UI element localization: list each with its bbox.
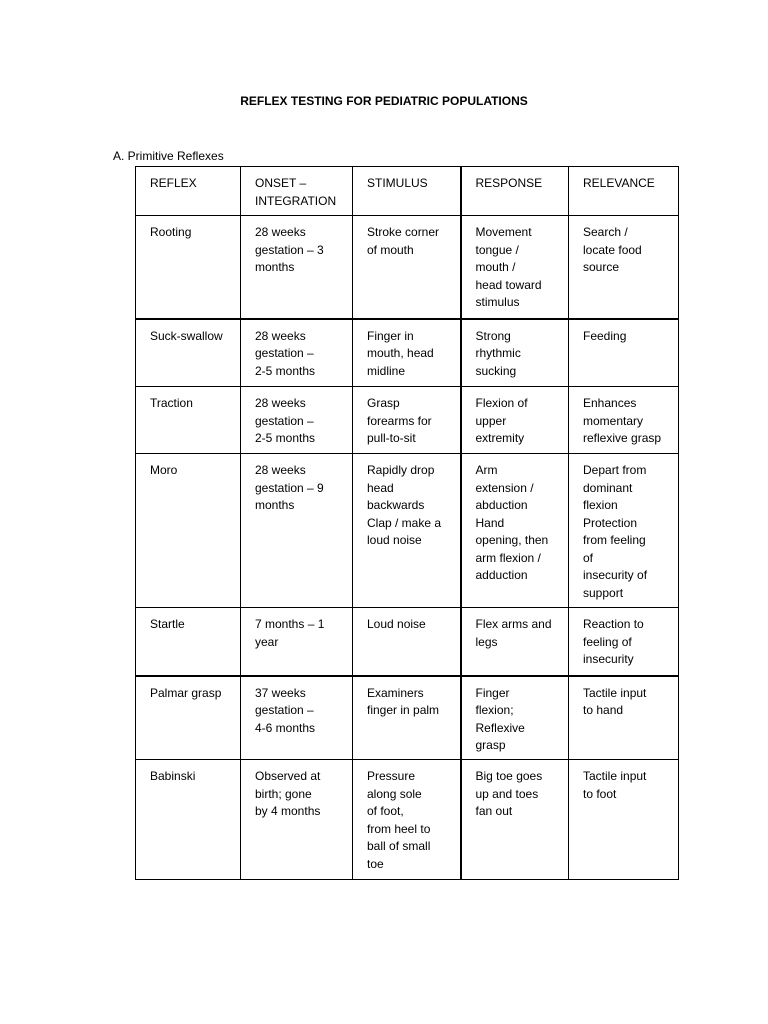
table-cell: Pressure along sole of foot, from heel to ball of small toe xyxy=(353,760,461,880)
table-cell: Feeding xyxy=(569,319,679,387)
header-cell: ONSET – INTEGRATION xyxy=(241,167,353,216)
table-cell: Big toe goes up and toes fan out xyxy=(461,760,569,880)
table-row xyxy=(136,319,679,387)
header-cell: REFLEX xyxy=(136,167,241,216)
table-cell: Stroke corner of mouth xyxy=(353,216,461,319)
document-title: REFLEX TESTING FOR PEDIATRIC POPULATIONS xyxy=(240,94,528,108)
table-cell: Rooting xyxy=(136,216,241,319)
header-cell: RELEVANCE xyxy=(569,167,679,216)
reflex-table xyxy=(135,166,679,880)
table-cell: Examiners finger in palm xyxy=(353,676,461,760)
table-cell: 28 weeks gestation – 9 months xyxy=(241,454,353,608)
table-header-row xyxy=(136,167,679,216)
table-cell: Suck-swallow xyxy=(136,319,241,387)
table-cell: Search / locate food source xyxy=(569,216,679,319)
table-cell: Traction xyxy=(136,387,241,454)
table-cell: Finger in mouth, head midline xyxy=(353,319,461,387)
table-cell: Flex arms and legs xyxy=(461,608,569,676)
table-cell: Moro xyxy=(136,454,241,608)
header-cell: STIMULUS xyxy=(353,167,461,216)
table-cell: Palmar grasp xyxy=(136,676,241,760)
table-cell: Rapidly drop head backwards Clap / make a loud noise xyxy=(353,454,461,608)
table-cell: Observed at birth; gone by 4 months xyxy=(241,760,353,880)
table-cell: Movement tongue / mouth / head toward stimulus xyxy=(461,216,569,319)
table-cell: Depart from dominant flexion Protection from feeling of insecurity of support xyxy=(569,454,679,608)
header-cell: RESPONSE xyxy=(461,167,569,216)
table-cell: Startle xyxy=(136,608,241,676)
table-row xyxy=(136,454,679,608)
table-cell: 28 weeks gestation – 2-5 months xyxy=(241,387,353,454)
table-cell: Enhances momentary reflexive grasp xyxy=(569,387,679,454)
table-cell: 37 weeks gestation – 4-6 months xyxy=(241,676,353,760)
table-cell: Reaction to feeling of insecurity xyxy=(569,608,679,676)
table-row xyxy=(136,760,679,880)
table-cell: Babinski xyxy=(136,760,241,880)
table-cell: Tactile input to hand xyxy=(569,676,679,760)
table-cell: Strong rhythmic sucking xyxy=(461,319,569,387)
table-cell: 28 weeks gestation – 3 months xyxy=(241,216,353,319)
table-cell: Tactile input to foot xyxy=(569,760,679,880)
table-row xyxy=(136,387,679,454)
table-cell: 28 weeks gestation – 2-5 months xyxy=(241,319,353,387)
table-cell: Grasp forearms for pull-to-sit xyxy=(353,387,461,454)
table-row xyxy=(136,216,679,319)
section-heading: A. Primitive Reflexes xyxy=(113,149,224,163)
table-cell: Finger flexion; Reflexive grasp xyxy=(461,676,569,760)
table-cell: Flexion of upper extremity xyxy=(461,387,569,454)
table-row xyxy=(136,608,679,676)
table-row xyxy=(136,676,679,760)
table-cell: Loud noise xyxy=(353,608,461,676)
table-cell: 7 months – 1 year xyxy=(241,608,353,676)
table-cell: Arm extension / abduction Hand opening, then arm flexion / adduction xyxy=(461,454,569,608)
